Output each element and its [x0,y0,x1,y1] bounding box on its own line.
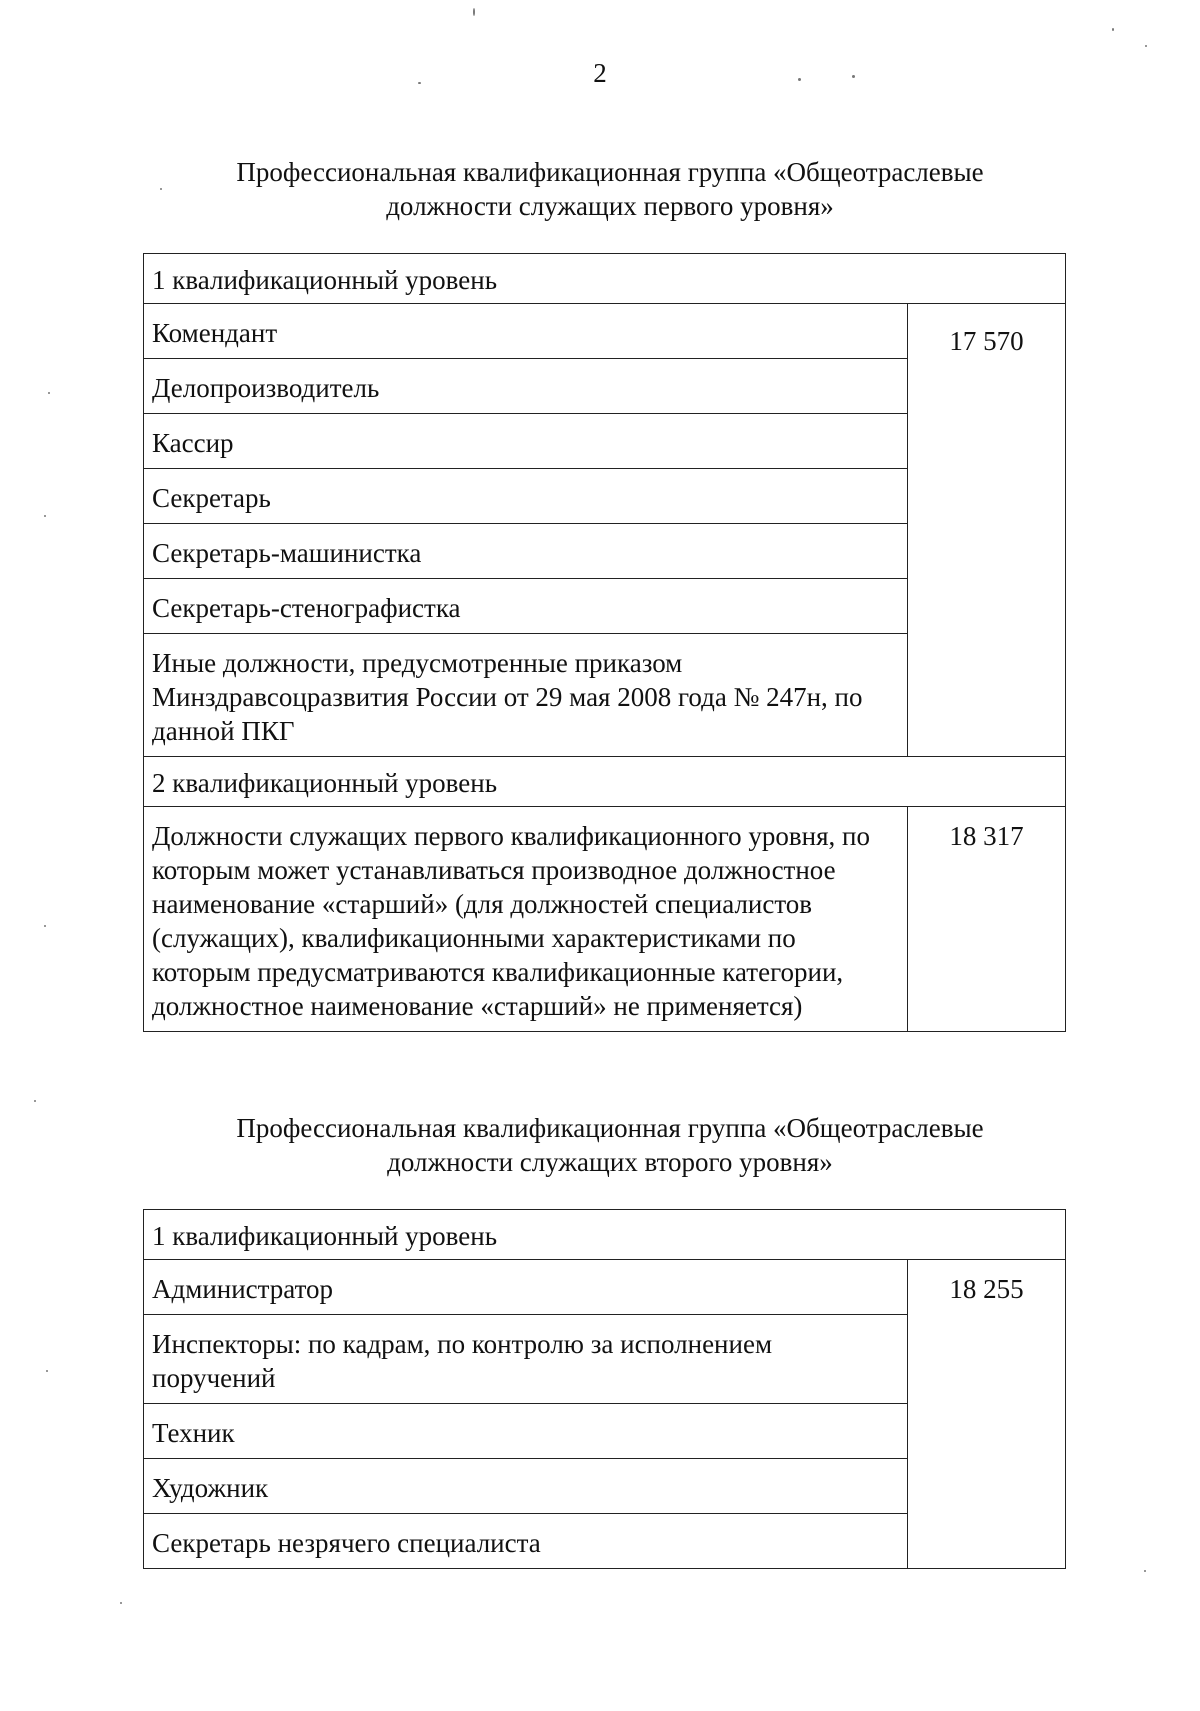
table-row [144,304,1066,359]
table-row [144,807,1066,1032]
position-cell: Инспекторы: по кадрам, по контролю за исполнением поручений [144,1315,908,1404]
position-cell: Техник [144,1404,908,1459]
scan-speck [46,1370,48,1372]
scan-speck [798,78,801,81]
position-cell: Иные должности, предусмотренные приказом Минздравсоцразвития России от 29 мая 2008 года № 247н, по данной ПКГ [144,634,908,757]
salary-cell: 17 570 [908,304,1066,757]
position-cell: Кассир [144,414,908,469]
position-cell: Администратор [144,1260,908,1315]
position-cell: Секретарь [144,469,908,524]
scan-speck [120,1602,122,1604]
scan-speck [34,1100,36,1102]
position-cell: Секретарь незрячего специалиста [144,1514,908,1569]
table-row [144,1260,1066,1315]
pkg-table-second-level [143,1209,1066,1569]
scan-speck [473,8,475,16]
level-row [144,254,1066,304]
page-number: 2 [593,58,607,88]
salary-cell: 18 255 [908,1260,1066,1569]
qualification-level-label: 1 квалификационный уровень [144,254,1066,304]
scan-speck [1145,45,1147,47]
qualification-level-label: 2 квалификационный уровень [144,757,1066,807]
scan-speck [852,75,855,78]
section-title-group-1 [150,155,1070,223]
position-cell: Художник [144,1459,908,1514]
scan-speck [44,515,46,517]
scan-speck [44,925,46,927]
position-cell: Должности служащих первого квалификационного уровня, по которым может устанавливаться производное должностное наименование «старший» (для должностей специалистов (служащих), квалификационными характеристиками по которым предусматриваются квалификационные категории, должностное наименование «старший» не применяется) [144,807,908,1032]
scan-speck [418,82,421,84]
qualification-level-label: 1 квалификационный уровень [144,1210,1066,1260]
scan-speck [160,188,162,190]
section-title-line-1: Профессиональная квалификационная группа «Общеотраслевые [236,1113,984,1143]
salary-cell: 18 317 [908,807,1066,1032]
section-title-group-2 [150,1111,1070,1179]
level-row [144,1210,1066,1260]
section-title-line-2: должности служащих первого уровня» [386,191,834,221]
position-cell: Делопроизводитель [144,359,908,414]
level-row [144,757,1066,807]
position-cell: Секретарь-машинистка [144,524,908,579]
section-title-line-2: должности служащих второго уровня» [387,1147,833,1177]
section-title-line-1: Профессиональная квалификационная группа «Общеотраслевые [236,157,984,187]
position-cell: Комендант [144,304,908,359]
pkg-table-first-level [143,253,1066,1032]
scan-speck [1144,1570,1146,1572]
scan-speck [48,392,50,394]
scan-speck [1112,28,1114,31]
position-cell: Секретарь-стенографистка [144,579,908,634]
